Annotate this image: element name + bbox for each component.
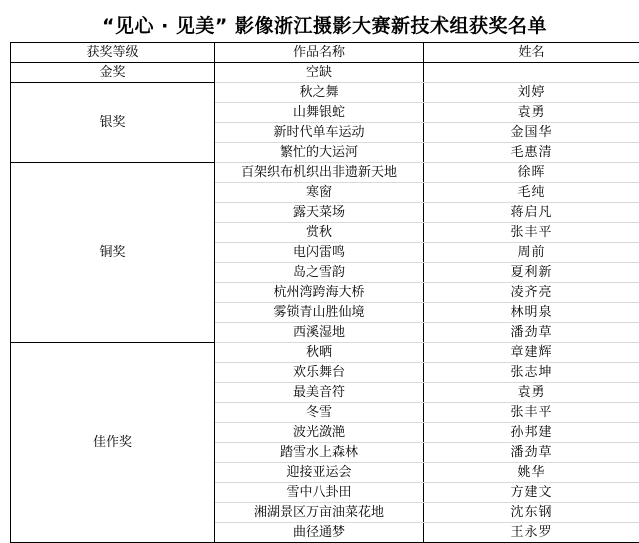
work-title-cell[interactable]: 冬雪 xyxy=(215,403,424,423)
author-name-cell[interactable]: 王永罗 xyxy=(424,523,639,543)
award-level-cell[interactable]: 金奖 xyxy=(11,63,215,83)
work-title-cell[interactable]: 空缺 xyxy=(215,63,424,83)
work-title-cell[interactable]: 繁忙的大运河 xyxy=(215,143,424,163)
author-name-cell[interactable]: 刘婷 xyxy=(424,83,639,103)
header-name[interactable]: 姓名 xyxy=(424,43,639,63)
work-title-cell[interactable]: 踏雪水上森林 xyxy=(215,443,424,463)
award-level-cell[interactable]: 银奖 xyxy=(11,83,215,163)
header-level[interactable]: 获奖等级 xyxy=(11,43,215,63)
author-name-cell[interactable]: 林明泉 xyxy=(424,303,639,323)
header-row xyxy=(11,43,639,63)
author-name-cell[interactable]: 金国华 xyxy=(424,123,639,143)
work-title-cell[interactable]: 西溪湿地 xyxy=(215,323,424,343)
work-title-cell[interactable]: 百架织布机织出非遗新天地 xyxy=(215,163,424,183)
header-work[interactable]: 作品名称 xyxy=(215,43,424,63)
author-name-cell[interactable] xyxy=(424,63,639,83)
work-title-cell[interactable]: 山舞银蛇 xyxy=(215,103,424,123)
author-name-cell[interactable]: 徐晖 xyxy=(424,163,639,183)
work-title-cell[interactable]: 寒窗 xyxy=(215,183,424,203)
work-title-cell[interactable]: 新时代单车运动 xyxy=(215,123,424,143)
table-row xyxy=(11,163,639,183)
award-table xyxy=(10,42,639,543)
author-name-cell[interactable]: 毛纯 xyxy=(424,183,639,203)
work-title-cell[interactable]: 赏秋 xyxy=(215,223,424,243)
author-name-cell[interactable]: 张丰平 xyxy=(424,223,639,243)
work-title-cell[interactable]: 杭州湾跨海大桥 xyxy=(215,283,424,303)
work-title-cell[interactable]: 欢乐舞台 xyxy=(215,363,424,383)
author-name-cell[interactable]: 袁勇 xyxy=(424,383,639,403)
award-level-cell[interactable]: 佳作奖 xyxy=(11,343,215,543)
author-name-cell[interactable]: 方建文 xyxy=(424,483,639,503)
work-title-cell[interactable]: 岛之雪韵 xyxy=(215,263,424,283)
work-title-cell[interactable]: 雪中八卦田 xyxy=(215,483,424,503)
work-title-cell[interactable]: 曲径通梦 xyxy=(215,523,424,543)
work-title-cell[interactable]: 迎接亚运会 xyxy=(215,463,424,483)
sheet-title: “见心 · 见美” 影像浙江摄影大赛新技术组获奖名单 xyxy=(10,6,639,42)
work-title-cell[interactable]: 雾锁青山胜仙境 xyxy=(215,303,424,323)
author-name-cell[interactable]: 潘劲草 xyxy=(424,323,639,343)
author-name-cell[interactable]: 姚华 xyxy=(424,463,639,483)
work-title-cell[interactable]: 露天菜场 xyxy=(215,203,424,223)
table-row xyxy=(11,343,639,363)
work-title-cell[interactable]: 电闪雷鸣 xyxy=(215,243,424,263)
author-name-cell[interactable]: 袁勇 xyxy=(424,103,639,123)
author-name-cell[interactable]: 沈东钢 xyxy=(424,503,639,523)
author-name-cell[interactable]: 孙邦建 xyxy=(424,423,639,443)
work-title-cell[interactable]: 湘湖景区万亩油菜花地 xyxy=(215,503,424,523)
author-name-cell[interactable]: 夏利新 xyxy=(424,263,639,283)
author-name-cell[interactable]: 凌齐亮 xyxy=(424,283,639,303)
author-name-cell[interactable]: 潘劲草 xyxy=(424,443,639,463)
award-level-cell[interactable]: 铜奖 xyxy=(11,163,215,343)
author-name-cell[interactable]: 周前 xyxy=(424,243,639,263)
author-name-cell[interactable]: 蒋启凡 xyxy=(424,203,639,223)
author-name-cell[interactable]: 毛惠清 xyxy=(424,143,639,163)
table-row xyxy=(11,83,639,103)
work-title-cell[interactable]: 秋晒 xyxy=(215,343,424,363)
author-name-cell[interactable]: 章建辉 xyxy=(424,343,639,363)
work-title-cell[interactable]: 最美音符 xyxy=(215,383,424,403)
table-row xyxy=(11,63,639,83)
author-name-cell[interactable]: 张志坤 xyxy=(424,363,639,383)
award-table-body xyxy=(11,43,639,543)
work-title-cell[interactable]: 秋之舞 xyxy=(215,83,424,103)
work-title-cell[interactable]: 波光潋滟 xyxy=(215,423,424,443)
author-name-cell[interactable]: 张丰平 xyxy=(424,403,639,423)
